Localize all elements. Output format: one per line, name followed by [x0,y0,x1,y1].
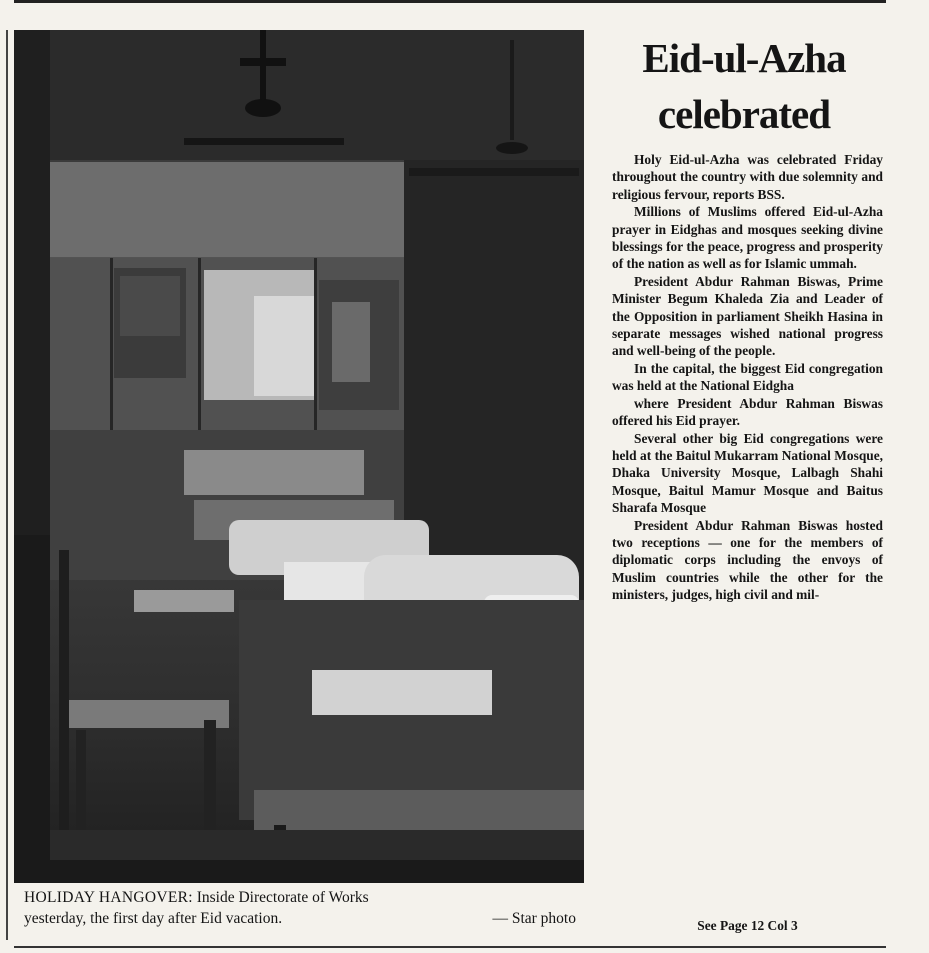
article-paragraph: Millions of Muslims offered Eid-ul-Azha prayer in Eidghas and mosques seeking divine blessings for the peace, progress and prosperity of the nation as well as for Islamic ummah. [612,204,883,272]
headline-line-2: celebrated [657,91,831,137]
office-photo [14,30,584,883]
left-column-rule [6,30,8,940]
article-paragraph: In the capital, the biggest Eid congregation was held at the National Eidgha [612,360,883,394]
caption-text-line2: yesterday, the first day after Eid vacation. [24,910,283,927]
article-paragraph: where President Abdur Rahman Biswas offered his Eid prayer. [612,395,883,429]
article-paragraph: President Abdur Rahman Biswas hosted two receptions — one for the members of diplomatic corps including the envoys of Muslim countries while the other for the ministers, judges, high civil and mil- [612,517,883,603]
article-paragraph: President Abdur Rahman Biswas, Prime Minister Begum Khaleda Zia and Leader of the Opposition in parliament Sheikh Hasina in separate messages wished national progress and well-being of the people. [612,273,883,359]
bottom-rule [14,946,886,948]
photo-caption [24,887,576,929]
article-body [612,151,883,604]
caption-text-line1: Inside Directorate of Works [196,889,369,906]
top-rule [14,0,886,3]
article-headline [606,30,882,142]
continued-jump-line: See Page 12 Col 3 [697,918,798,933]
caption-lead: HOLIDAY HANGOVER: [24,889,193,906]
article-paragraph: Several other big Eid congregations were held at the Baitul Mukarram National Mosque, Dhaka University Mosque, Lalbagh Shahi Mosque, Baitul Mamur Mosque and Baitus Sharafa Mosque [612,430,883,516]
headline-line-1: Eid-ul-Azha [642,35,846,81]
photo-credit: — Star photo [492,910,576,927]
article-paragraph: Holy Eid-ul-Azha was celebrated Friday throughout the country with due solemnity and religious fervour, reports BSS. [612,152,883,202]
